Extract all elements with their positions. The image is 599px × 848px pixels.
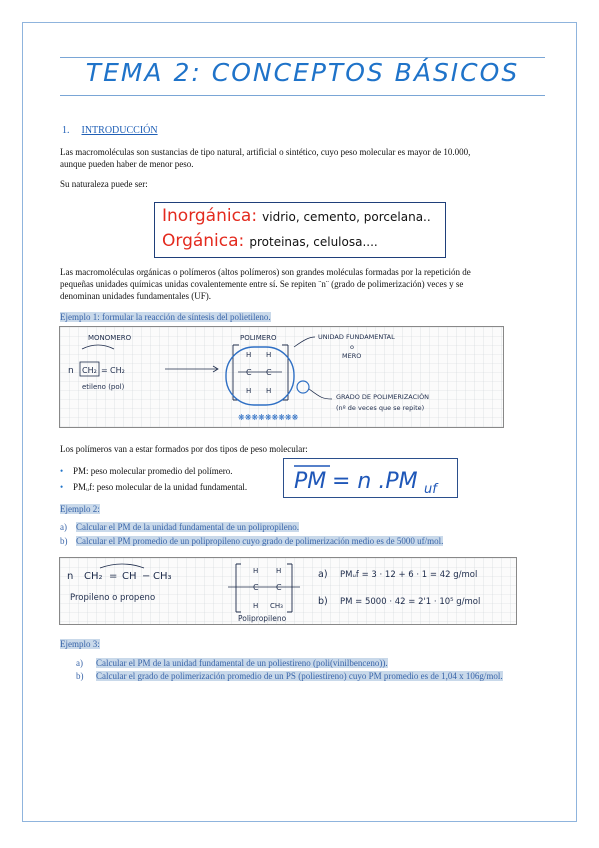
h-atom: H: [266, 351, 272, 359]
svg-text:=: =: [109, 571, 118, 582]
polymer-line: denominan unidades fundamentales (UF).: [60, 291, 211, 301]
bullet-text: PM: peso molecular promedio del polímero.: [73, 466, 233, 476]
polymer-paragraph: [60, 266, 540, 302]
item-text: Calcular el PM de la unidad fundamental de un polipropileno.: [76, 522, 299, 532]
reaction-n: n: [68, 366, 74, 376]
ethylene-label: etileno (pol): [82, 383, 125, 391]
ch: CH: [122, 571, 137, 582]
inorganic-key: Inorgánica:: [162, 206, 258, 226]
ch3: CH₃: [153, 571, 172, 582]
h-atom: H: [266, 387, 272, 395]
weights-list: [60, 465, 247, 497]
ch2-left: CH₂: [82, 366, 97, 375]
formula-sub: uf: [424, 482, 437, 497]
example3-list: [76, 657, 516, 683]
intro-line: aunque pueden haber de menor peso.: [60, 159, 194, 169]
intro-line: Las macromoléculas son sustancias de tipo natural, artificial o sintético, cuyo peso molecular es mayor de 10.000,: [60, 147, 471, 157]
nature-intro: Su naturaleza puede ser:: [60, 179, 148, 189]
svg-text:=: =: [101, 366, 108, 375]
example2-item: [60, 535, 443, 547]
ch2-right: CH₂: [110, 366, 125, 375]
section-label[interactable]: INTRODUCCIÓN: [81, 125, 158, 136]
polymer-line: pequeñas unidades químicas unidas covalentemente entre sí. Se repiten ¨n¨ (grado de polimerización) veces y se: [60, 279, 464, 289]
example2-title: [60, 503, 100, 515]
pm-formula-box: [283, 458, 458, 498]
ch3-sub: CH₃: [270, 602, 283, 610]
polypropylene-sketch: [59, 557, 517, 625]
grade-sublabel: (nº de veces que se repite): [336, 404, 425, 412]
example3-title-text: Ejemplo 3:: [60, 639, 100, 649]
h-atom: H: [253, 602, 259, 610]
example3-title: [60, 638, 100, 650]
example1-title-text: Ejemplo 1: formular la reacción de síntesis del polietileno.: [60, 312, 271, 322]
polymer-label: POLIMERO: [240, 334, 277, 342]
h-atom: H: [246, 387, 252, 395]
item-letter: a): [76, 658, 83, 668]
h-atom: H: [276, 567, 282, 575]
weights-list-item: [60, 481, 247, 494]
ch2: CH₂: [84, 571, 103, 582]
h-atom: H: [246, 351, 252, 359]
section-heading[interactable]: [62, 125, 158, 136]
unit-label-or: o: [350, 343, 354, 351]
organic-examples: proteinas, celulosa....: [249, 235, 378, 249]
c-atom: C: [266, 368, 272, 377]
answer-a: PMᵤf = 3 · 12 + 6 · 1 = 42 g/mol: [340, 570, 478, 580]
section-number: 1.: [62, 125, 70, 136]
bullet-text: PMᵤf: peso molecular de la unidad fundamental.: [73, 482, 248, 492]
pm-formula: [284, 459, 457, 497]
item-letter: b): [76, 671, 84, 681]
organic-key: Orgánica:: [162, 231, 245, 251]
propylene-label: Propileno o propeno: [70, 593, 156, 603]
weights-intro: Los polímeros van a estar formados por dos tipos de peso molecular:: [60, 444, 308, 454]
polyethylene-sketch-drawing: [60, 327, 503, 427]
item-text: Calcular el grado de polimerización promedio de un PS (poliestireno) cuyo PM promedio es de 1,04 x 106g/mol.: [96, 671, 503, 681]
bullet-icon: •: [60, 482, 64, 492]
example2-list: [60, 521, 443, 549]
polypropylene-label: Polipropileno: [238, 614, 287, 623]
polypropylene-sketch-drawing: [60, 558, 516, 624]
inorganic-examples: vidrio, cemento, porcelana..: [262, 210, 431, 224]
weights-list-item: [60, 465, 247, 478]
mero-label: MERO: [342, 352, 362, 360]
title-bottom-rule: [60, 95, 545, 96]
answer-b: PM = 5000 · 42 = 2'1 · 10⁵ g/mol: [340, 597, 481, 607]
item-letter: a): [60, 522, 67, 532]
nature-inorganic-row: [162, 206, 431, 226]
unit-label: UNIDAD FUNDAMENTAL: [318, 333, 395, 341]
nature-organic-row: [162, 231, 378, 251]
polyethylene-sketch: [59, 326, 504, 428]
c-atom: C: [246, 368, 252, 377]
answer-b-label: b): [318, 596, 328, 607]
formula-rhs: = n .PM: [332, 469, 418, 494]
item-letter: b): [60, 536, 68, 546]
example2-title-text: Ejemplo 2:: [60, 504, 100, 514]
monomer-label: MONOMERO: [88, 334, 132, 342]
example3-item: [76, 670, 516, 682]
example3-item: [76, 657, 516, 669]
formula-lhs: PM: [294, 469, 327, 494]
intro-paragraph: [60, 146, 540, 170]
h-atom: H: [253, 567, 259, 575]
nature-box: [154, 202, 446, 258]
svg-text:−: −: [142, 571, 151, 582]
example1-title: [60, 311, 271, 323]
grade-label: GRADO DE POLIMERIZACIÓN: [336, 393, 430, 401]
bullet-icon: •: [60, 466, 64, 476]
c-atom: C: [276, 583, 282, 592]
item-text: Calcular el PM de la unidad fundamental de un poliestireno (poli(vinilbenceno)).: [96, 658, 388, 668]
example2-item: [60, 521, 443, 533]
svg-text:❋❋❋❋❋❋❋❋❋: ❋❋❋❋❋❋❋❋❋: [238, 413, 299, 422]
polymer-line: Las macromoléculas orgánicas o polímeros (altos polímeros) son grandes moléculas formadas por la repetición de: [60, 267, 471, 277]
answer-a-label: a): [318, 569, 328, 580]
c-atom: C: [253, 583, 259, 592]
item-text: Calcular el PM promedio de un polipropileno cuyo grado de polimerización medio es de 5000 uf/mol.: [76, 536, 444, 546]
page-title: TEMA 2: CONCEPTOS BÁSICOS: [85, 58, 520, 87]
reaction-n: n: [67, 571, 74, 582]
